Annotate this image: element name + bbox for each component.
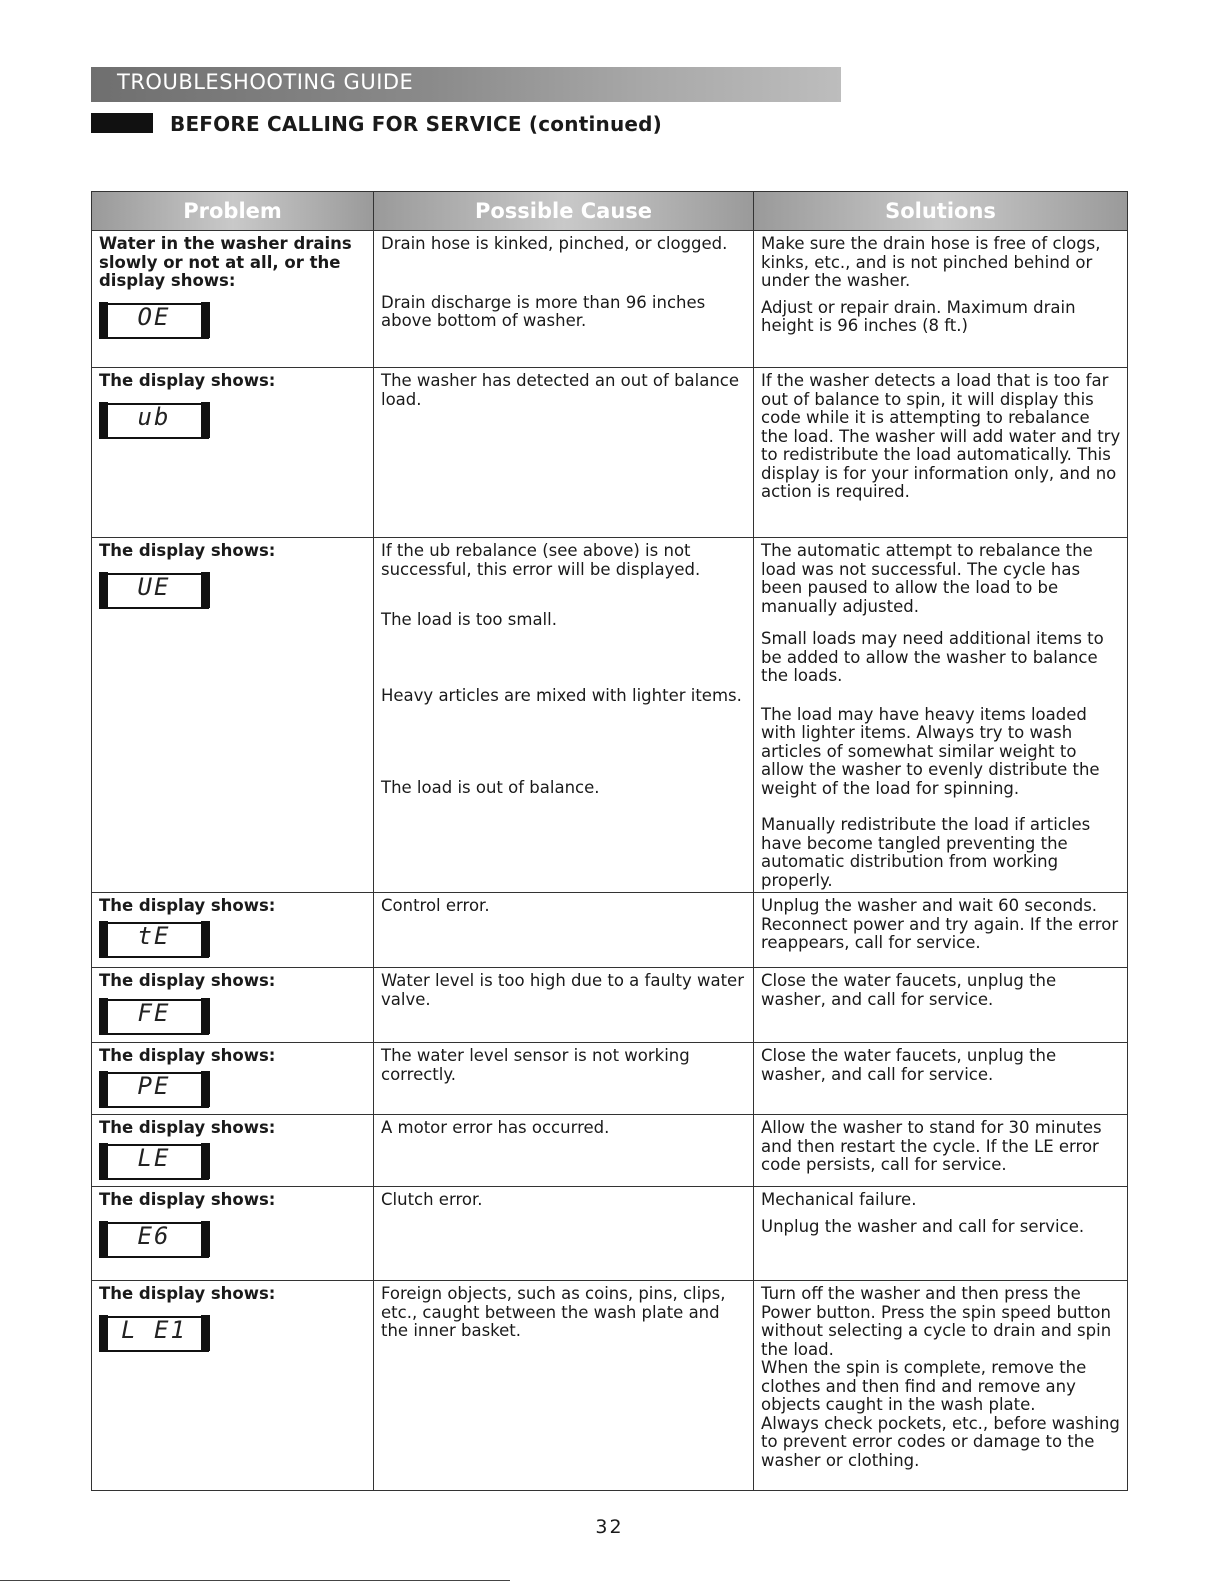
section-title: BEFORE CALLING FOR SERVICE (continued) (170, 112, 663, 136)
table-row (92, 1281, 1128, 1491)
solution-text: The automatic attempt to rebalance the load was not successful. The cycle has been paused to allow the load to be manually adjusted. (761, 541, 1093, 616)
footer-rule (0, 1580, 510, 1581)
table-row (92, 538, 1128, 893)
solution-text: Unplug the washer and call for service. (761, 1216, 1085, 1236)
problem-header: Problem (92, 192, 374, 231)
cause-cell (374, 231, 754, 368)
display-code-text: E6 (137, 1221, 171, 1250)
solution-text: Always check pockets, etc., before washing to prevent error codes or damage to the washer or clothing. (761, 1413, 1120, 1470)
cause-cell (374, 893, 754, 968)
problem-cell (92, 1187, 374, 1281)
problem-text: The display shows: (99, 971, 276, 990)
cause-cell (374, 1281, 754, 1491)
display-code-text: tE (137, 921, 171, 950)
solution-text: The load may have heavy items loaded with lighter items. Always try to wash articles of somewhat similar weight to allow the washer to evenly distribute the weight of the load for spinning. (761, 704, 1100, 798)
problem-text: The display shows: (99, 1284, 276, 1303)
display-code-text: UE (137, 572, 171, 601)
solution-text: If the washer detects a load that is too far out of balance to spin, it will display this code while it is attempting to rebalance the load. The washer will add water and try to redistribute the load automatically. This display is for your information only, and no action is required. (761, 371, 1121, 501)
display-code (99, 1144, 209, 1180)
solution-text: Unplug the washer and wait 60 seconds. Reconnect power and try again. If the error reappears, call for service. (761, 896, 1119, 952)
table-row (92, 368, 1128, 538)
cause-text: Water level is too high due to a faulty water valve. (381, 971, 744, 1009)
solution-cell (754, 1043, 1128, 1115)
solution-cell (754, 231, 1128, 368)
cause-cell (374, 538, 754, 893)
solution-text: Close the water faucets, unplug the washer, and call for service. (761, 1046, 1057, 1084)
problem-cell (92, 1115, 374, 1187)
table-header-row (92, 192, 1128, 231)
display-code-text: PE (137, 1071, 171, 1100)
solution-text: Turn off the washer and then press the Power button. Press the spin speed button without selecting a cycle to drain and spin the load. (761, 1284, 1112, 1359)
problem-cell (92, 893, 374, 968)
problem-cell (92, 538, 374, 893)
cause-text: A motor error has occurred. (381, 1118, 610, 1137)
cause-header: Possible Cause (374, 192, 754, 231)
display-code (99, 1316, 209, 1352)
cause-cell (374, 368, 754, 538)
display-code-text: ub (137, 402, 171, 431)
cause-cell (374, 1043, 754, 1115)
solution-text: Adjust or repair drain. Maximum drain height is 96 inches (8 ft.) (761, 297, 1076, 335)
cause-text: Drain hose is kinked, pinched, or clogged. (381, 234, 728, 253)
solution-cell (754, 1115, 1128, 1187)
cause-text: The water level sensor is not working correctly. (381, 1046, 690, 1084)
solution-cell (754, 368, 1128, 538)
table-row (92, 893, 1128, 968)
troubleshooting-table (91, 191, 1128, 1491)
cause-text: The load is too small. (381, 610, 557, 629)
page-number: 32 (595, 1516, 624, 1538)
solution-text: Make sure the drain hose is free of clogs, kinks, etc., and is not pinched behind or under the washer. (761, 234, 1101, 290)
problem-text: The display shows: (99, 896, 276, 915)
section-marker (91, 113, 153, 133)
problem-cell (92, 1281, 374, 1491)
problem-text: Water in the washer drains slowly or not at all, or the display shows: (99, 234, 352, 290)
display-code (99, 999, 209, 1035)
cause-text: Drain discharge is more than 96 inches above bottom of washer. (381, 292, 706, 330)
solution-cell (754, 1281, 1128, 1491)
display-code (99, 303, 209, 339)
display-code (99, 922, 209, 958)
cause-cell (374, 1187, 754, 1281)
display-code (99, 1222, 209, 1258)
problem-cell (92, 1043, 374, 1115)
solution-cell (754, 968, 1128, 1043)
cause-text: If the ub rebalance (see above) is not successful, this error will be displayed. (381, 541, 701, 579)
cause-text: Heavy articles are mixed with lighter items. (381, 685, 742, 705)
solution-text: Small loads may need additional items to be added to allow the washer to balance the loads. (761, 629, 1104, 685)
cause-text: Control error. (381, 896, 490, 915)
table-row (92, 968, 1128, 1043)
display-code (99, 1072, 209, 1108)
problem-cell (92, 968, 374, 1043)
problem-cell (92, 368, 374, 538)
solution-cell (754, 1187, 1128, 1281)
solution-cell (754, 893, 1128, 968)
solution-text: When the spin is complete, remove the clothes and then find and remove any objects caught in the wash plate. (761, 1358, 1087, 1414)
guide-title: TROUBLESHOOTING GUIDE (117, 70, 414, 94)
solution-text: Close the water faucets, unplug the washer, and call for service. (761, 971, 1057, 1009)
solution-text: Manually redistribute the load if articles have become tangled preventing the automatic distribution from working properly. (761, 815, 1091, 890)
cause-text: The washer has detected an out of balance load. (381, 371, 740, 409)
table-row (92, 1043, 1128, 1115)
display-code-text: L E1 (121, 1315, 187, 1344)
solution-text: Mechanical failure. (761, 1190, 917, 1209)
cause-cell (374, 968, 754, 1043)
guide-banner (91, 67, 841, 102)
problem-text: The display shows: (99, 541, 276, 560)
problem-cell (92, 231, 374, 368)
display-code-text: FE (137, 998, 171, 1027)
solution-text: Allow the washer to stand for 30 minutes and then restart the cycle. If the LE error code persists, call for service. (761, 1118, 1102, 1174)
display-code-text: OE (137, 302, 171, 331)
cause-cell (374, 1115, 754, 1187)
table-row (92, 1187, 1128, 1281)
display-code-text: LE (137, 1143, 171, 1172)
problem-text: The display shows: (99, 371, 276, 390)
solutions-header: Solutions (754, 192, 1128, 231)
cause-text: Clutch error. (381, 1190, 483, 1209)
display-code (99, 403, 209, 439)
cause-text: The load is out of balance. (381, 778, 600, 797)
problem-text: The display shows: (99, 1190, 276, 1209)
problem-text: The display shows: (99, 1046, 276, 1065)
cause-text: Foreign objects, such as coins, pins, clips, etc., caught between the wash plate and the inner basket. (381, 1284, 726, 1340)
table-row (92, 231, 1128, 368)
display-code (99, 573, 209, 609)
problem-text: The display shows: (99, 1118, 276, 1137)
solution-cell (754, 538, 1128, 893)
table-row (92, 1115, 1128, 1187)
